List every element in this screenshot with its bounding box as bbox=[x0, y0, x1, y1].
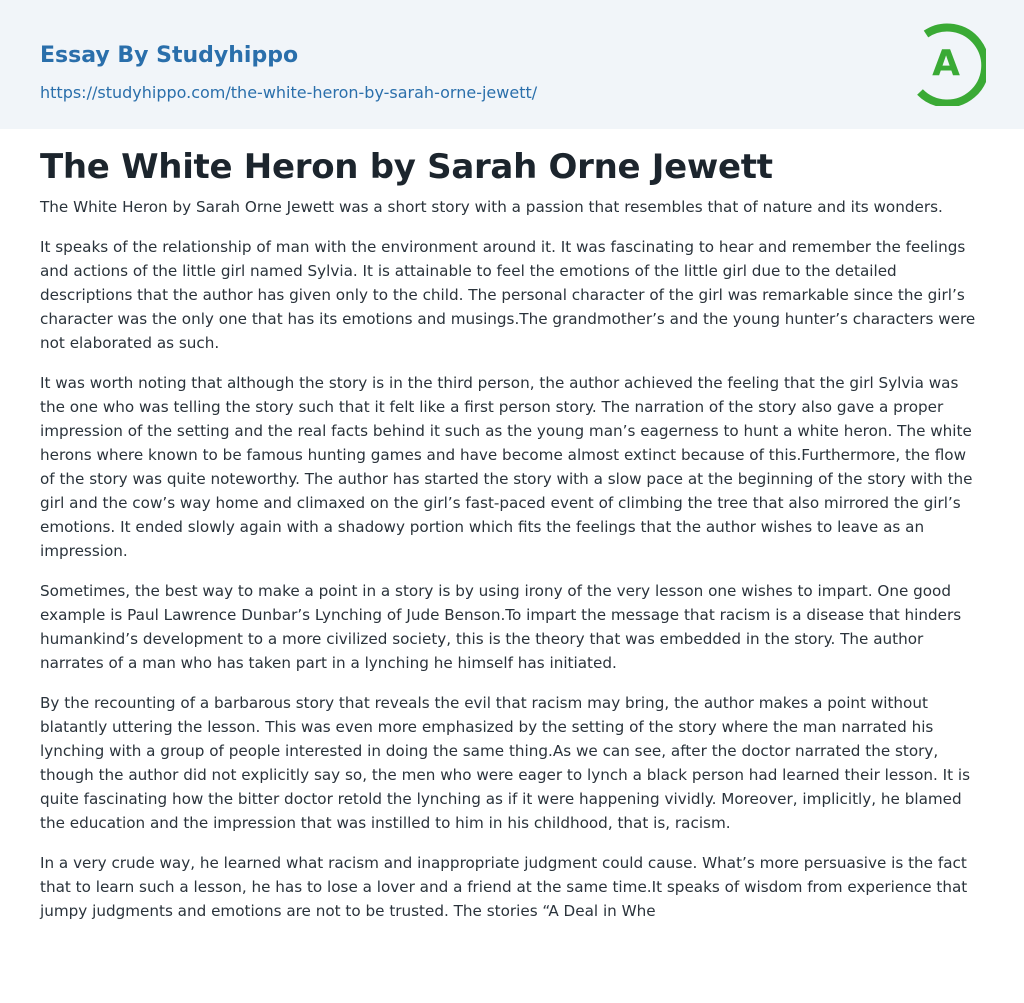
essay-url-link[interactable]: https://studyhippo.com/the-white-heron-by-sarah-orne-jewett/ bbox=[40, 83, 538, 102]
article-paragraph: In a very crude way, he learned what racism and inappropriate judgment could cause. What’s more persuasive is the fact that to learn such a lesson, he has to lose a lover and a friend at the same time.It speaks of wisdom from experience that jumpy judgments and emotions are not to be trusted. The stories “A Deal in Whe bbox=[40, 854, 968, 920]
article bbox=[0, 129, 1024, 923]
article-paragraph: It speaks of the relationship of man with the environment around it. It was fascinating to hear and remember the feelings and actions of the little girl named Sylvia. It is attainable to feel the emotions of the little girl due to the detailed descriptions that the author has given only to the child. The personal character of the girl was remarkable since the girl’s character was the only one that has its emotions and musings.The grandmother’s and the young hunter’s characters were not elaborated as such. bbox=[40, 238, 976, 352]
article-paragraph: It was worth noting that although the story is in the third person, the author achieved the feeling that the girl Sylvia was the one who was telling the story such that it felt like a first person story. The narration of the story also gave a proper impression of the setting and the real facts behind it such as the young man’s eagerness to hunt a white heron. The white herons where known to be famous hunting games and have become almost extinct because of this.Furthermore, the flow of the story was quite noteworthy. The author has started the story with a slow pace at the beginning of the story with the girl and the cow’s way home and climaxed on the girl’s fast-paced event of climbing the tree that also mirrored the girl’s emotions. It ended slowly again with a shadowy portion which fits the feelings that the author wishes to leave as an impression. bbox=[40, 374, 973, 560]
article-title: The White Heron by Sarah Orne Jewett bbox=[40, 147, 773, 187]
site-header bbox=[0, 0, 1024, 129]
article-paragraph: By the recounting of a barbarous story that reveals the evil that racism may bring, the author makes a point without blatantly uttering the lesson. This was even more emphasized by the setting of the story where the man narrated his lynching with a group of people interested in doing the same thing.As we can see, after the doctor narrated the story, though the author did not explicitly say so, the men who were eager to lynch a black person had learned their lesson. It is quite fascinating how the bitter doctor retold the lynching as if it were happening vividly. Moreover, implicitly, he blamed the education and the impression that was instilled to him in his childhood, that is, racism. bbox=[40, 694, 971, 832]
article-paragraph: Sometimes, the best way to make a point in a story is by using irony of the very lesson one wishes to impart. One good example is Paul Lawrence Dunbar’s Lynching of Jude Benson.To impart the message that racism is a disease that hinders humankind’s development to a more civilized society, this is the theory that was embedded in the story. The author narrates of a man who has taken part in a lynching he himself has initiated. bbox=[40, 582, 962, 672]
logo-letter: A bbox=[932, 43, 960, 84]
site-brand[interactable]: Essay By Studyhippo bbox=[40, 43, 299, 68]
article-paragraph: The White Heron by Sarah Orne Jewett was a short story with a passion that resembles that of nature and its wonders. bbox=[40, 198, 943, 216]
studyhippo-logo[interactable] bbox=[914, 18, 986, 106]
logo-ring-icon bbox=[914, 18, 986, 106]
